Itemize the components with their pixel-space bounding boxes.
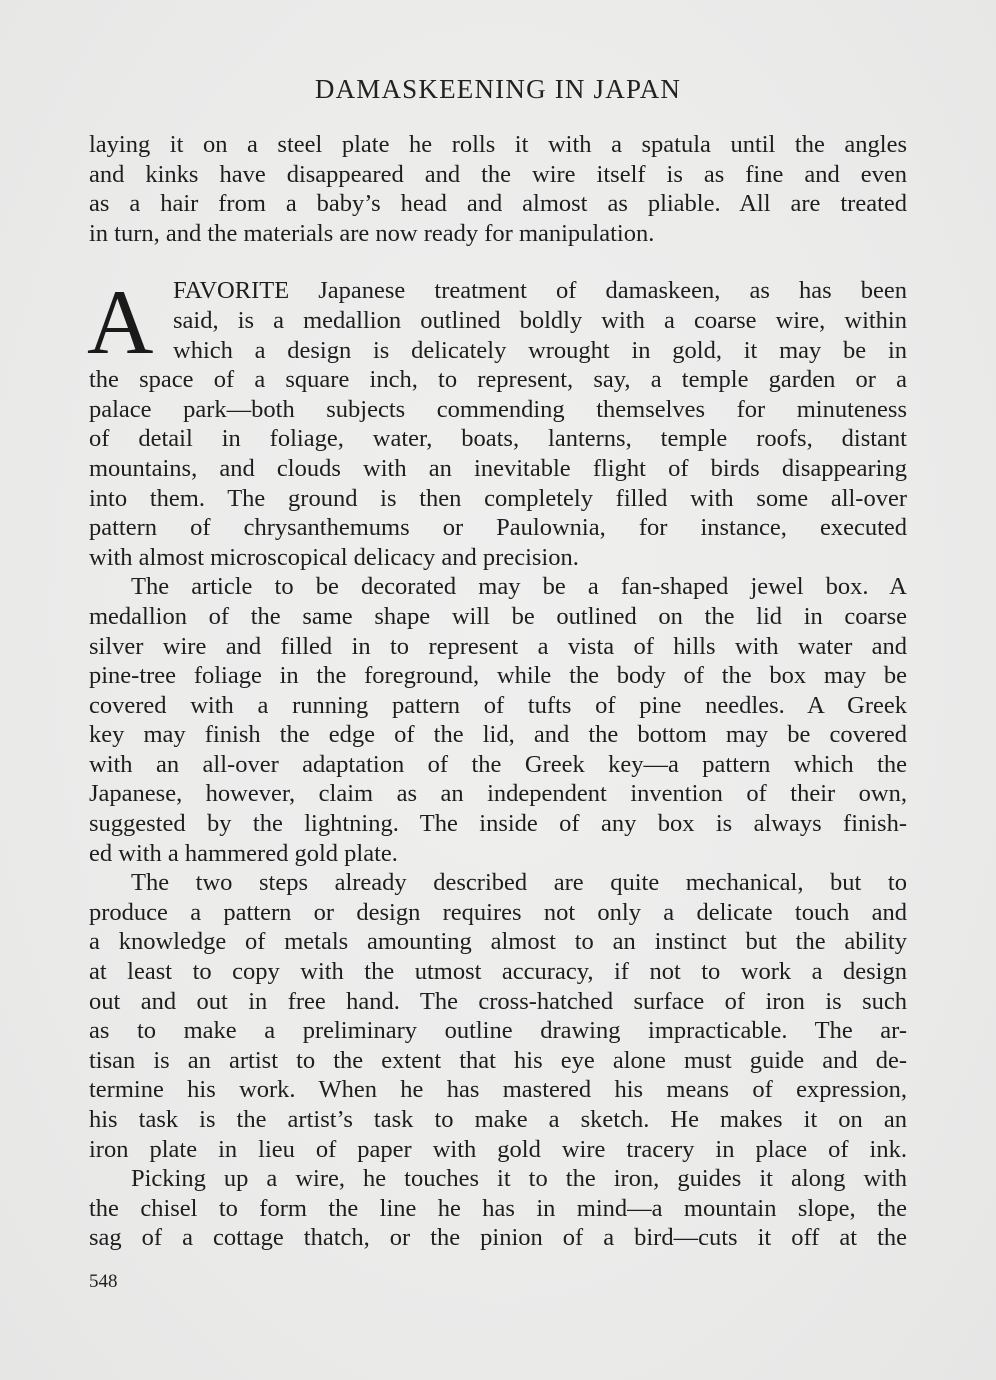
text-line: Picking up a wire, he touches it to the iron, guides it along with	[131, 1165, 907, 1193]
text-line: out and out in free hand. The cross-hatched surface of iron is such	[89, 987, 907, 1015]
text-line: produce a pattern or design requires not only a delicate touch and	[89, 898, 907, 926]
text-line: The article to be decorated may be a fan-shaped jewel box. A	[131, 573, 907, 601]
text-line: FAVORITE Japanese treatment of damaskeen, as has been	[173, 277, 907, 305]
text-line: medallion of the same shape will be outlined on the lid in coarse	[89, 602, 907, 630]
text-line: The two steps already described are quite mechanical, but to	[131, 869, 907, 897]
text-line: in turn, and the materials are now ready for manipulation.	[89, 219, 655, 247]
text-line: the space of a square inch, to represent, say, a temple garden or a	[89, 366, 907, 394]
text-line: with an all-over adaptation of the Greek key—a pattern which the	[89, 750, 907, 778]
text-line: key may finish the edge of the lid, and the bottom may be covered	[89, 721, 907, 749]
text-line: sag of a cottage thatch, or the pinion of a bird—cuts it off at the	[89, 1224, 907, 1252]
section-break	[89, 248, 907, 276]
text-line: pattern of chrysanthemums or Paulownia, for instance, executed	[89, 514, 907, 542]
text-line: at least to copy with the utmost accuracy, if not to work a design	[89, 958, 907, 986]
text-line: mountains, and clouds with an inevitable flight of birds disappearing	[89, 454, 907, 482]
text-line: as to make a preliminary outline drawing impracticable. The ar-	[89, 1017, 907, 1045]
text-line: laying it on a steel plate he rolls it with a spatula until the angles	[89, 131, 907, 158]
body-text	[89, 130, 907, 1253]
text-line: Japanese, however, claim as an independent invention of their own,	[89, 780, 907, 808]
paragraph-5	[89, 1164, 907, 1253]
text-line: said, is a medallion outlined boldly with a coarse wire, within	[173, 306, 907, 334]
text-line: silver wire and filled in to represent a vista of hills with water and	[89, 632, 907, 660]
page-number: 548	[89, 1271, 118, 1292]
paragraph-4	[89, 868, 907, 1164]
running-head: DAMASKEENING IN JAPAN	[314, 74, 682, 104]
text-line: his task is the artist’s task to make a sketch. He makes it on an	[89, 1106, 907, 1133]
text-line: of detail in foliage, water, boats, lanterns, temple roofs, distant	[89, 425, 907, 453]
drop-cap: A	[87, 271, 154, 374]
text-line: a knowledge of metals amounting almost to an instinct but the ability	[89, 928, 907, 956]
text-line: suggested by the lightning. The inside of any box is always finish-	[89, 810, 907, 838]
paragraph-2	[87, 271, 907, 572]
text-line: iron plate in lieu of paper with gold wire tracery in place of ink.	[89, 1135, 907, 1163]
text-line: into them. The ground is then completely filled with some all-over	[89, 484, 907, 512]
text-line: which a design is delicately wrought in gold, it may be in	[173, 336, 907, 364]
paragraph-3	[89, 572, 907, 868]
text-line: covered with a running pattern of tufts of pine needles. A Greek	[89, 691, 907, 719]
text-line: and kinks have disappeared and the wire itself is as fine and even	[89, 160, 907, 188]
text-line: termine his work. When he has mastered his means of expression,	[89, 1076, 907, 1104]
paragraph-1	[89, 130, 907, 248]
text-line: with almost microscopical delicacy and precision.	[89, 543, 579, 571]
text-line: palace park—both subjects commending themselves for minuteness	[89, 395, 907, 423]
text-line: pine-tree foliage in the foreground, while the body of the box may be	[89, 662, 907, 690]
text-line: as a hair from a baby’s head and almost as pliable. All are treated	[89, 190, 907, 218]
text-line: tisan is an artist to the extent that his eye alone must guide and de-	[89, 1046, 907, 1074]
text-line: ed with a hammered gold plate.	[89, 839, 398, 867]
text-line: the chisel to form the line he has in mind—a mountain slope, the	[89, 1194, 907, 1222]
